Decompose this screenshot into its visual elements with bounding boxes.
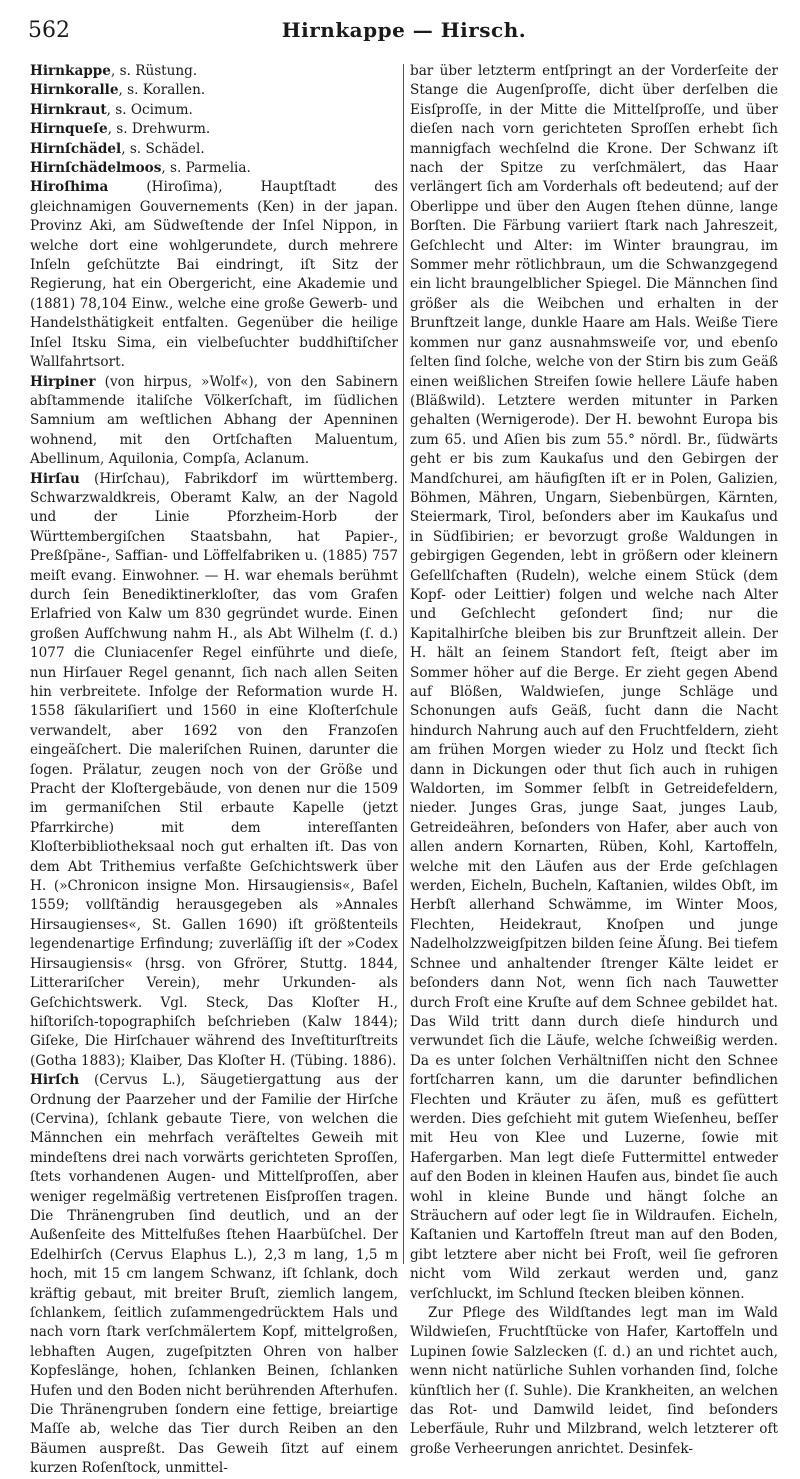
- entry-text: , s. Ocimum.: [106, 101, 193, 118]
- lemma: Hirpiner: [30, 373, 96, 390]
- entry-text: , s. Schädel.: [121, 140, 205, 157]
- entry-hirsch-continued: [410, 62, 778, 1304]
- running-title: Hirnkappe — Hirsch.: [281, 18, 527, 42]
- lemma: Hirnqueſe: [30, 121, 108, 138]
- entry-hirnkappe: [30, 62, 398, 81]
- lemma: Hirnkraut: [30, 101, 107, 118]
- right-column: [410, 62, 778, 1459]
- entry-text: (Hiroſima), Hauptſtadt des gleichnamigen Gouvernements (Ken) in der japan. Provinz Aki, am Südweſtende der Inſel Nippon, in welche dort eine wohlgerundete, durch mehrere Inſeln geſchützte Bai eindringt, iſt Sitz der Regierung, hat ein Obergericht, eine Akademie und (1881) 78,104 Einw., welche eine große Gewerb- und Handelsthätigkeit entfalten. Gegenüber die heilige Inſel Itsku Sima, ein vielbeſuchter buddhiſtiſcher Wallfahrtsort.: [30, 179, 398, 371]
- entry-text: , s. Korallen.: [118, 82, 206, 99]
- entry-hirnschaedel: [30, 140, 398, 159]
- lemma: Hirnſchädel: [30, 140, 122, 157]
- lemma: Hirſch: [30, 1072, 80, 1089]
- entry-hirsau: [30, 470, 398, 1072]
- column-divider: [403, 64, 404, 1264]
- entry-hiroshima: [30, 178, 398, 372]
- entry-text: bar über letzterm entſpringt an der Vorderſeite der Stange die Augenſproſſe, dicht über derſelben die Eisſproſſe, in der Mitte die Mittelſproſſe, und über dieſen nach vorn gerichteten Sproſſen erhebt ſich mannigfach wechſelnd die Krone. Der Schwanz iſt nach der Spitze zu verſchmälert, das Haar verlängert ſich am Vorderhals oft bedeutend; auf der Oberlippe und über den Augen ſtehen dünne, lange Borſten. Die Färbung variiert ſtark nach Jahreszeit, Geſchlecht und Alter: im Winter braungrau, im Sommer mehr rötlichbraun, um die Schwanzgegend ein licht braungelblicher Spiegel. Die Männchen ſind größer als die Weibchen und erhalten in der Brunftzeit lange, dunkle Haare am Hals. Weiße Tiere kommen nur ganz ausnahmsweiſe vor, und ebenſo ſelten ſind ſolche, welche von der Stirn bis zum Geäß einen weißlichen Streifen ſowie hellere Läufe haben (Bläßwild). Letztere werden mitunter in Parken gehalten (Wernigerode). Der H. bewohnt Europa bis zum 65. und Aſien bis zum 55.° nördl. Br., ſüdwärts geht er bis zum Kaukaſus und den Gebirgen der Mandſchurei, am häufigſten iſt er in Polen, Galizien, Böhmen, Mähren, Ungarn, Siebenbürgen, Kärnten, Steiermark, Tirol, beſonders aber im Kaukaſus und in Südſibirien; er bevorzugt große Waldungen in gebirgigen Gegenden, lebt in größern oder kleinern Geſellſchaften (Rudeln), welche einem Stück (dem Kopf- oder Leittier) folgen und welche nach Alter und Geſchlecht geſondert ſind; nur die Kapitalhirſche bleiben bis zur Brunftzeit allein. Der H. hält an ſeinem Standort feſt, ſteigt aber im Sommer höher auf die Berge. Er zieht gegen Abend auf Blößen, Waldwieſen, junge Schläge und Schonungen aufs Geäß, ſucht dann die Nacht hindurch Nahrung auch auf den Fruchtfeldern, zieht am frühen Morgen wieder zu Holz und ſteckt ſich dann in Dickungen oder thut ſich auch in ruhigen Waldorten, im Sommer ſelbſt in Getreidefeldern, nieder. Junges Gras, junge Saat, junges Laub, Getreideähren, beſonders von Hafer, aber auch von allen andern Kornarten, Rüben, Kohl, Kartoffeln, welche mit den Läufen aus der Erde geſchlagen werden, Eicheln, Bucheln, Kaſtanien, wildes Obſt, im Herbſt allerhand Schwämme, im Winter Moos, Flechten, Heidekraut, Knoſpen und junge Nadelholzzweigſpitzen bilden ſeine Äſung. Bei tiefem Schnee und anhaltender ſtrenger Kälte leidet er beſonders dann Not, wenn ſich nach Tauwetter durch Froſt eine Kruſte auf dem Schnee gebildet hat. Das Wild tritt dann durch dieſe hindurch und verwundet ſich die Läufe, welche ſchweißig werden. Da es unter ſolchen Verhältniſſen nicht den Schnee fortſcharren kann, um die darunter befindlichen Flechten und Kräuter zu äſen, muß es gefüttert werden. Dies geſchieht mit gutem Wieſenheu, beſſer mit Heu von Klee und Luzerne, ſowie mit Hafergarben. Man legt dieſe Futtermittel entweder auf den Boden in kleinen Haufen aus, bindet ſie auch wohl in kleine Bunde und hängt ſolche an Sträuchern auf oder legt ſie in Wildraufen. Eicheln, Kaſtanien und Kartoffeln ſtreut man auf den Boden, gibt letztere aber nicht bei Froſt, weil ſie gefroren nicht vom Wild zerkaut werden und, ganz verſchluckt, im Schlund ſtecken bleiben können.: [410, 63, 778, 1302]
- page-number: 562: [28, 18, 70, 43]
- lemma: Hirſau: [30, 470, 80, 487]
- entry-hirnkraut: [30, 101, 398, 120]
- lemma: Hiroſhima: [30, 179, 109, 196]
- entry-text: , s. Drehwurm.: [107, 121, 211, 138]
- left-column: [30, 62, 398, 1479]
- lemma: Hirnkappe: [30, 63, 111, 79]
- entry-hirnschaedelmoos: [30, 159, 398, 178]
- entry-text: (Hirſchau), Fabrikdorf im württemberg. Schwarzwaldkreis, Oberamt Kalw, an der Nagold und der Linie Pforzheim-Horb der Württembergiſchen Staatsbahn, hat Papier-, Preßſpäne-, Saffian- und Löffelfabriken u. (1885) 757 meiſt evang. Einwohner. — H. war ehemals berühmt durch ſein Benediktinerkloſter, das vom Grafen Erlafried von Kalw um 830 gegründet wurde. Einen großen Aufſchwung nahm H., als Abt Wilhelm (ſ. d.) 1077 die Cluniacenſer Regel einführte und dieſe, nun Hirſauer Regel genannt, ſich nach allen Seiten hin verbreitete. Infolge der Reformation wurde H. 1558 ſäkulariſiert und 1560 in eine Kloſterſchule verwandelt, aber 1692 von den Franzoſen eingeäſchert. Die maleriſchen Ruinen, darunter die ſogen. Prälatur, zeugen noch von der Größe und Pracht der Kloſtergebäude, von denen nur die 1509 im germaniſchen Stil erbaute Kapelle (jetzt Pfarrkirche) mit dem intereſſanten Kloſterbibliotheksaal noch gut erhalten iſt. Das von dem Abt Trithemius verfaßte Geſchichtswerk über H. (»Chronicon insigne Mon. Hirsaugiensis«, Baſel 1559; vollſtändig herausgegeben als »Annales Hirsaugienses«, St. Gallen 1690) iſt größtenteils legendenartige Erfindung; zuverläſſig iſt der »Codex Hirsaugiensis« (hrsg. von Gfrörer, Stuttg. 1844, Litterariſcher Verein), mehr Urkunden- als Geſchichtswerk. Vgl. Steck, Das Kloſter H., hiſtoriſch-topographiſch beſchrieben (Kalw 1844); Giſeke, Die Hirſchauer während des Inveſtiturſtreits (Gotha 1883); Klaiber, Das Kloſter H. (Tübing. 1886).: [30, 470, 398, 1069]
- entry-text: , s. Rüstung.: [110, 63, 198, 79]
- entry-text: , s. Parmelia.: [161, 160, 251, 177]
- paragraph-wildstand: [410, 1304, 778, 1459]
- entry-hirnkoralle: [30, 81, 398, 100]
- entry-text: (von hirpus, »Wolf«), von den Sabinern abſtammende italiſche Völkerſchaft, im ſüdlichen Samnium am weſtlichen Abhang der Apenninen wohnend, mit den Ortſchaften Maluentum, Abellinum, Aquilonia, Compſa, Aclanum.: [30, 373, 398, 468]
- lemma: Hirnkoralle: [30, 82, 119, 99]
- entry-text: (Cervus L.), Säugetiergattung aus der Ordnung der Paarzeher und der Familie der Hirſche (Cervina), ſchlank gebaute Tiere, von welchen die Männchen ein mehrfach veräſteltes Geweih mit mindeſtens drei nach vorwärts gerichteten Sproſſen, ſtets vorhandenen Augen- und Mittelſproſſen, aber weniger regelmäßig vertretenen Eisſproſſen tragen. Die Thränengruben ſind deutlich, und an der Außenſeite des Mittelfußes ſtehen Haarbüſchel. Der Edelhirſch (Cervus Elaphus L.), 2,3 m lang, 1,5 m hoch, mit 15 cm langem Schwanz, iſt ſchlank, doch kräftig gebaut, mit breiter Bruſt, ziemlich langem, ſchlankem, ſeitlich zuſammengedrücktem Hals und nach vorn ſtark verſchmälertem Kopf, mittelgroßen, lebhaften Augen, zugeſpitzten Ohren von halber Kopfeslänge, hohen, ſchlanken Beinen, ſchlanken Hufen und den Boden nicht berührenden Afterhufen. Die Thränengruben ſondern eine fettige, breiartige Maſſe ab, welche das Tier durch Reiben an den Bäumen auspreßt. Das Geweih ſitzt auf einem kurzen Roſenſtock, unmittel-: [30, 1072, 398, 1477]
- entry-text: Zur Pflege des Wildſtandes legt man im Wald Wildwieſen, Fruchtſtücke von Hafer, Kartoffeln und Lupinen ſowie Salzlecken (ſ. d.) an und richtet auch, wenn nicht natürliche Suhlen vorhanden ſind, ſolche künſtlich her (ſ. Suhle). Die Krankheiten, an welchen das Rot- und Damwild leidet, ſind beſonders Leberfäule, Ruhr und Milzbrand, welch letzterer oft große Verheerungen anrichtet. Desinfek-: [410, 1305, 778, 1457]
- entry-hirnquese: [30, 120, 398, 139]
- lemma: Hirnſchädelmoos: [30, 160, 162, 177]
- entry-hirpiner: [30, 373, 398, 470]
- page-header: [28, 16, 780, 48]
